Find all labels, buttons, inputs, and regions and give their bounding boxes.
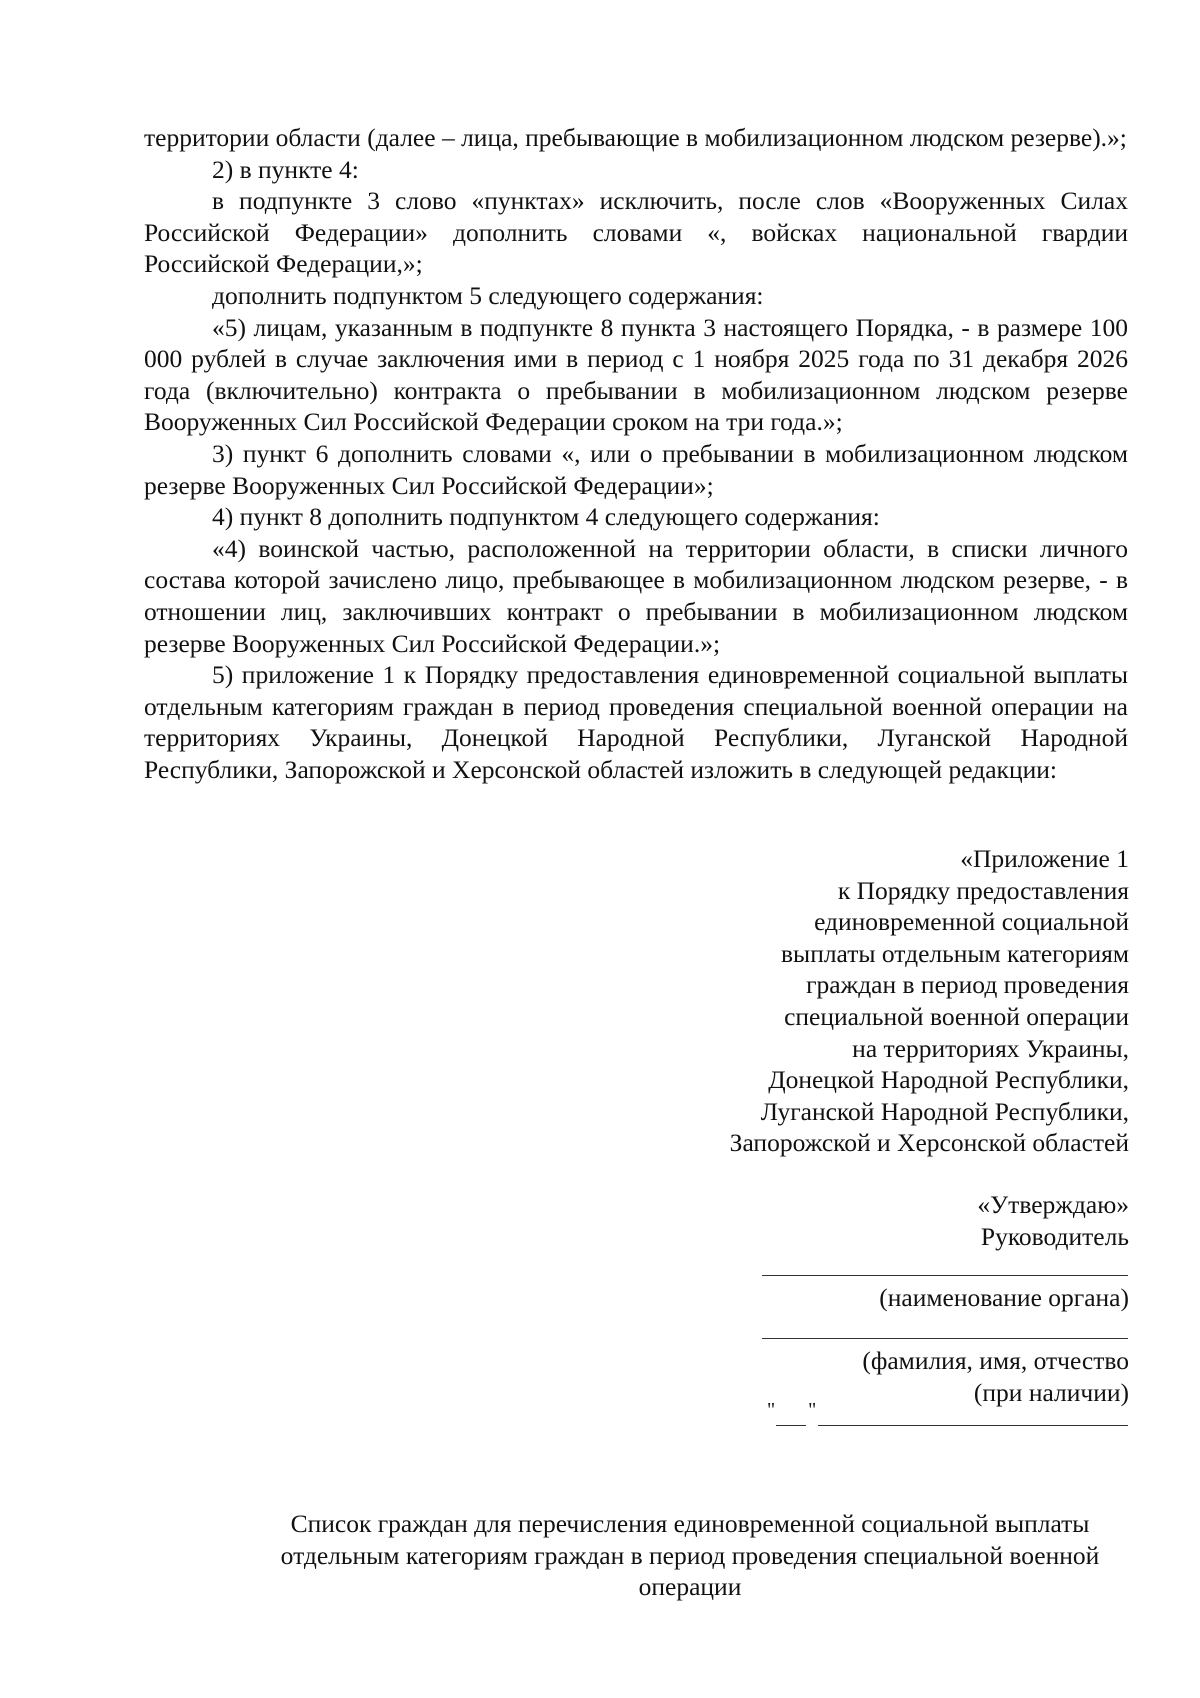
paragraph-8: «4) воинской частью, расположенной на территории области, в списки личного состава которой зачислено лицо, пребывающее в мобилизационном людском резерве, - в отношении лиц, заключивших контракт о пребывании в мобилизационном людском резерве Вооруженных Сил Российской Федерации.»; xyxy=(144,533,1128,658)
paragraph-9: 5) приложение 1 к Порядку предоставления единовременной социальной выплаты отдельным категориям граждан в период проведения специальной военной операции на территориях Украины, Донецкой Народной Республики, Луганской Народной Республики, Запорожской и Херсонской областей изложить в следующей редакции: xyxy=(144,660,1128,784)
paragraph-7: 4) пункт 8 дополнить подпунктом 4 следующего содержания: xyxy=(212,502,880,532)
list-title-line: Список граждан для перечисления единовременной социальной выплаты xyxy=(290,1509,1090,1538)
approval-block xyxy=(977,1189,1129,1252)
paragraph-4: дополнить подпунктом 5 следующего содержания: xyxy=(212,280,764,310)
annex-line: специальной военной операции xyxy=(784,1001,1129,1031)
annex-line: Луганской Народной Республики, xyxy=(760,1096,1129,1126)
approve-label: «Утверждаю» xyxy=(977,1190,1129,1219)
paragraph-2: 2) в пункте 4: xyxy=(212,154,359,184)
date-quotes: " " xyxy=(767,1399,831,1421)
annex-line: граждан в период проведения xyxy=(806,970,1129,1000)
name-signature-line xyxy=(762,1338,1128,1339)
list-title xyxy=(240,1508,1140,1603)
organ-caption: (наименование органа) xyxy=(879,1283,1129,1312)
document-body xyxy=(144,122,1128,785)
annex-line: Запорожской и Херсонской областей xyxy=(729,1128,1129,1158)
organ-signature-line xyxy=(762,1275,1128,1276)
head-label: Руководитель xyxy=(980,1221,1129,1251)
date-day-line xyxy=(776,1425,806,1426)
paragraph-1: территории области (далее – лица, пребывающие в мобилизационном людском резерве).»; xyxy=(144,123,1127,152)
annex-line: на территориях Украины, xyxy=(852,1033,1129,1063)
annex-header xyxy=(609,843,1129,1159)
list-title-line: отдельным категориям граждан в период проведения специальной военной xyxy=(280,1540,1100,1570)
annex-line: единовременной социальной xyxy=(814,907,1129,937)
name-caption-1: (фамилия, имя, отчество xyxy=(862,1346,1129,1375)
list-title-line: операции xyxy=(638,1572,742,1602)
date-month-year-line xyxy=(818,1425,1128,1426)
paragraph-5: «5) лицам, указанным в подпункте 8 пункта 3 настоящего Порядка, - в размере 100 000 рублей в случае заключения ими в период с 1 ноября 2025 года по 31 декабря 2026 года (включительно) контракта о пребывании в мобилизационном людском резерве Вооруженных Сил Российской Федерации сроком на три года.»; xyxy=(144,312,1128,437)
paragraph-3: в подпункте 3 слово «пунктах» исключить, после слов «Вооруженных Силах Российской Федерации» дополнить словами «, войсках национальной гвардии Российской Федерации,»; xyxy=(144,186,1128,279)
paragraph-6: 3) пункт 6 дополнить словами «, или о пребывании в мобилизационном людском резерве Вооруженных Сил Российской Федерации»; xyxy=(144,438,1128,500)
name-caption-2: (при наличии) xyxy=(973,1378,1129,1407)
annex-line: выплаты отдельным категориям xyxy=(781,938,1129,968)
annex-line: «Приложение 1 xyxy=(960,844,1129,873)
annex-line: к Порядку предоставления xyxy=(837,875,1129,905)
annex-line: Донецкой Народной Республики, xyxy=(768,1065,1129,1095)
